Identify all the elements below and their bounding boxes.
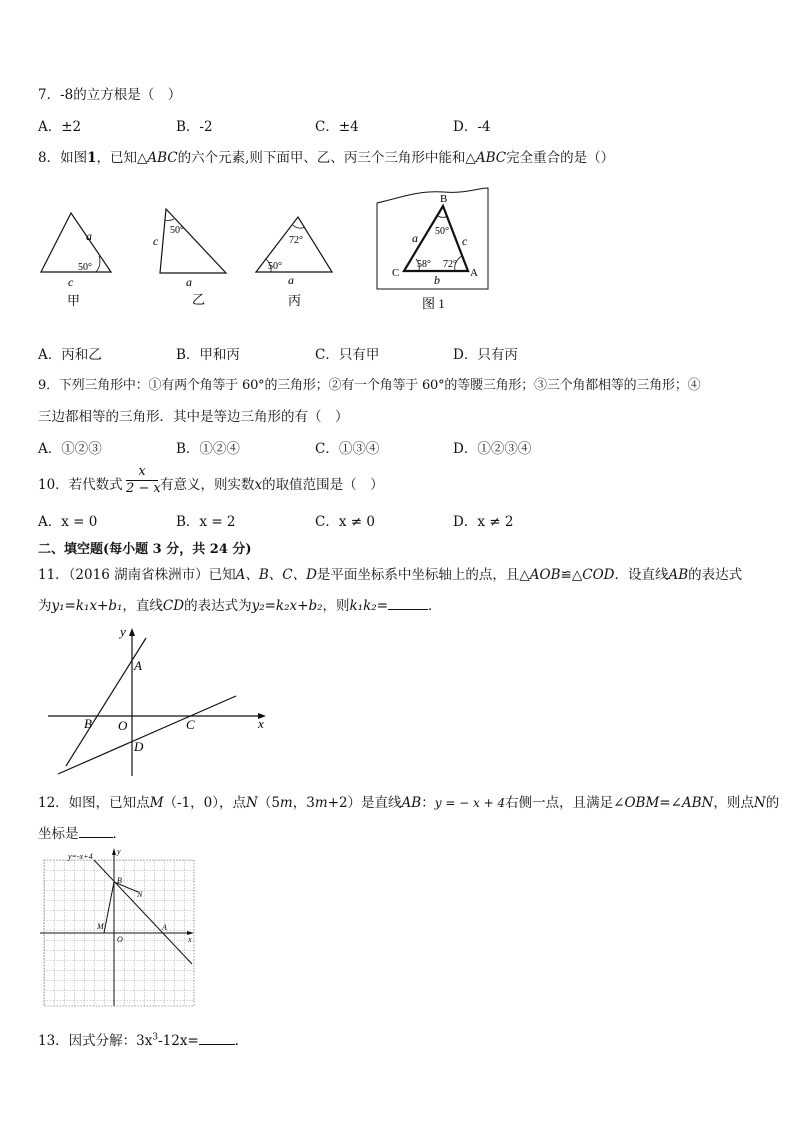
q10-fraction [126,464,161,497]
jia-caption: 甲 [67,293,81,308]
q10-option-c: C．x ≠ 0 [315,514,375,530]
q11-point-b: B [84,716,92,731]
q10-stem-a: 10．若代数式 [38,477,123,493]
q8-option-c: C．只有甲 [315,347,380,363]
q12-line-equation-label: y=-x+4 [68,852,93,861]
fig1-angle-c: 58° [417,259,431,270]
fig1-side-a: a [412,231,418,245]
q7-option-d: D．-4 [453,119,491,135]
fig1-vertex-c: C [392,267,400,279]
q9-stem-line1: 9．下列三角形中：①有两个角等于 60°的三角形；②有一个角等于 60°的等腰三角形；③三个角都相等的三角形；④ [38,378,701,393]
q13-stem: 13．因式分解：$3x^3-12x=$ ． [38,1032,249,1049]
fig1-caption: 图 1 [422,296,445,311]
q12-grid-figure [40,846,200,1010]
bing-angle-50: 50° [268,261,282,272]
bing-side-a: a [288,273,294,287]
jia-side-a: a [86,229,92,243]
yi-angle: 50° [170,225,184,236]
q10-fraction-numerator: x [126,464,158,481]
q12-x-axis-label: x [188,935,192,944]
q10-fraction-denominator: 2 − x [126,481,161,496]
triangle-yi-figure [150,206,232,312]
q12-stem-line1: 12．如图，已知点M（-1，0），点N（5m，3m+2）是直线AB：y = − x + 4右侧一点，且满足∠OBM=∠ABN，则点N的 [38,795,780,811]
jia-side-c: c [68,275,74,289]
q12-point-m: M [97,922,104,931]
q10-option-b: B．x = 2 [176,514,236,530]
q9-option-d: D．①②③④ [453,441,532,457]
fig1-vertex-b: B [440,193,448,205]
q12-point-o: O [117,935,123,944]
q7-option-a: A．±2 [38,119,82,135]
q8-option-d: D．只有丙 [453,347,518,363]
q11-point-c: C [186,717,195,732]
section-2-heading: 二、填空题(每小题 3 分，共 24 分) [38,542,252,557]
q12-point-a: A [162,923,167,932]
q11-x-axis-label: x [258,716,264,731]
q8-option-a: A．丙和乙 [38,347,102,363]
q13-answer-blank [199,1044,235,1045]
figure-1-triangle-abc [374,186,494,316]
q10-option-a: A．x = 0 [38,514,98,530]
q12-point-b: B [117,876,122,885]
bing-angle-72: 72° [289,235,303,246]
q8-option-b: B．甲和丙 [176,347,240,363]
q11-stem-line2: 为y₁=k₁x+b₁，直线CD的表达式为y₂=k₂x+b₂，则k₁k₂= ． [38,598,442,614]
jia-angle: 50° [78,262,92,273]
fig1-vertex-a: A [470,267,478,279]
yi-side-a: a [186,275,192,289]
q12-point-n: N [137,890,143,899]
q9-stem-line2: 三边都相等的三角形．其中是等边三角形的有（ ） [38,409,349,425]
triangle-bing-figure [252,212,340,312]
q9-option-a: A．①②③ [38,441,102,457]
q11-answer-blank [388,609,428,610]
q11-stem-line1: 11．（2016 湖南省株洲市）已知A、B、C、D是平面坐标系中坐标轴上的点，且△AOB≌△COD．设直线AB的表达式 [38,567,743,583]
q12-y-axis-label: y [117,847,121,856]
q12-stem-line2: 坐标是 ． [38,826,126,842]
triangle-jia-figure [36,208,118,312]
q7-option-b: B．-2 [176,119,213,135]
q11-y-axis-label: y [120,624,126,639]
q11-point-o: O [118,718,128,733]
q11-point-a: A [134,658,142,673]
q7-stem: 7．-8的立方根是（ ） [38,87,182,103]
q9-option-b: B．①②④ [176,441,240,457]
bing-caption: 丙 [288,293,302,308]
q8-stem: 8．如图1，已知△ABC的六个元素,则下面甲、乙、丙三个三角形中能和△ABC完全重合的是（） [38,150,615,166]
fig1-side-c: c [462,234,468,248]
q11-coordinate-figure [44,622,274,782]
yi-side-c: c [153,234,159,248]
fig1-angle-b: 50° [435,226,449,237]
q9-option-c: C．①③④ [315,441,380,457]
fig1-side-b: b [434,273,440,287]
q10-stem-b: 有意义，则实数x的取值范围是（ ） [160,477,384,493]
fig1-angle-a: 72° [443,259,457,270]
q10-option-d: D．x ≠ 2 [453,514,514,530]
q11-point-d: D [134,739,144,754]
yi-caption: 乙 [192,292,206,307]
q7-option-c: C．±4 [315,119,359,135]
q12-answer-blank [79,837,113,838]
